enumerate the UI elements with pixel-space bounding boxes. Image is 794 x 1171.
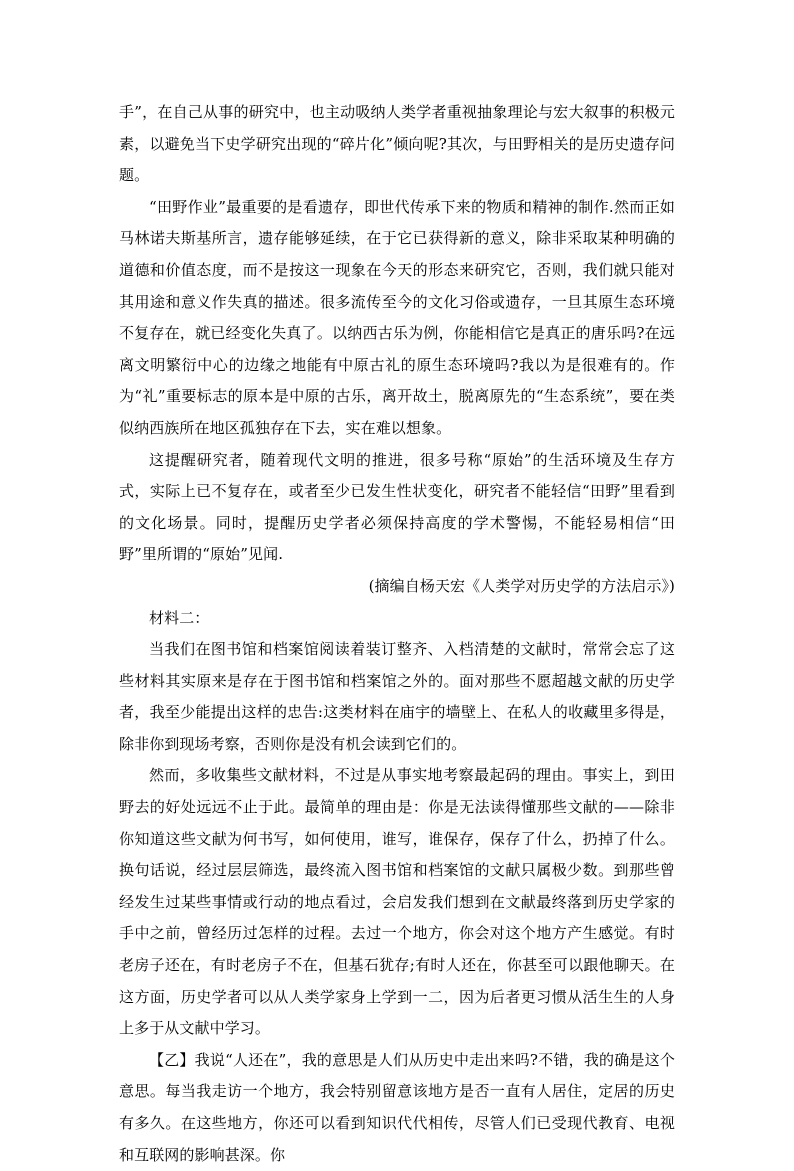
- paragraph-6: 【乙】我说“人还在”，我的意思是人们从历史中走出来吗?不错，我的确是这个意思。每当我走访一个地方，我会特别留意该地方是否一直有人居住，定居的历史有多久。在这些地方，你还可以看到知识代代相传，尽管人们已受现代教育、电视和互联网的影响甚深。你: [119, 1050, 675, 1164]
- document-body: [119, 97, 675, 1171]
- paragraph-1-continued: 手”，在自己从事的研究中，也主动吸纳人类学者重视抽象理论与宏大叙事的积极元素，以避免当下史学研究出现的“碎片化”倾向呢?其次，与田野相关的是历史遗存问题。: [119, 103, 675, 185]
- material-two-heading: 材料二：: [149, 608, 210, 627]
- paragraph-4: 当我们在图书馆和档案馆阅读着装订整齐、入档清楚的文献时，常常会忘了这些材料其实原来是存在于图书馆和档案馆之外的。面对那些不愿超越文献的历史学者，我至少能提出这样的忠告:这类材料在庙宇的墙壁上、在私人的收藏里多得是，除非你到现场考察，否则你是没有机会读到它们的。: [119, 640, 675, 753]
- paragraph-2: “田野作业”最重要的是看遗存，即世代传承下来的物质和精神的制作.然而正如马林诺夫斯基所言，遗存能够延续，在于它已获得新的意义，除非采取某种明确的道德和价值态度，而不是按这一现象在今天的形态来研究它，否则，我们就只能对其用途和意义作失真的描述。很多流传至今的文化习俗或遗存，一旦其原生态环境不复存在，就已经变化失真了。以纳西古乐为例，你能相信它是真正的唐乐吗?在远离文明繁衍中心的边缘之地能有中原古礼的原生态环境吗?我以为是很难有的。作为“礼”重要标志的原本是中原的古乐，离开故土，脱离原先的“生态系统”，要在类似纳西族所在地区孤独存在下去，实在难以想象。: [119, 197, 675, 437]
- paragraph-3: 这提醒研究者，随着现代文明的推进，很多号称“原始”的生活环境及生存方式，实际上已不复存在，或者至少已发生性状变化，研究者不能轻信“田野”里看到的文化场景。同时，提醒历史学者必须保持高度的学术警惕，不能轻易相信“田野”里所谓的“原始”见闻.: [119, 450, 675, 564]
- paragraph-5: 然而，多收集些文献材料，不过是从事实地考察最起码的理由。事实上，到田野去的好处远远不止于此。最简单的理由是：你是无法读得懂那些文献的——除非你知道这些文献为何书写，如何使用，谁写，谁保存，保存了什么，扔掉了什么。换句话说，经过层层筛选，最终流入图书馆和档案馆的文献只属极少数。到那些曾经发生过某些事情或行动的地点看过，会启发我们想到在文献最终落到历史学家的手中之前，曾经历过怎样的过程。去过一个地方，你会对这个地方产生感觉。有时老房子还在，有时老房子不在，但基石犹存;有时人还在，你甚至可以跟他聊天。在这方面，历史学者可以从人类学家身上学到一二，因为后者更习惯从活生生的人身上多于从文献中学习。: [119, 766, 675, 1038]
- source-citation: (摘编自杨天宏《人类学对历史学的方法启示》): [368, 576, 675, 595]
